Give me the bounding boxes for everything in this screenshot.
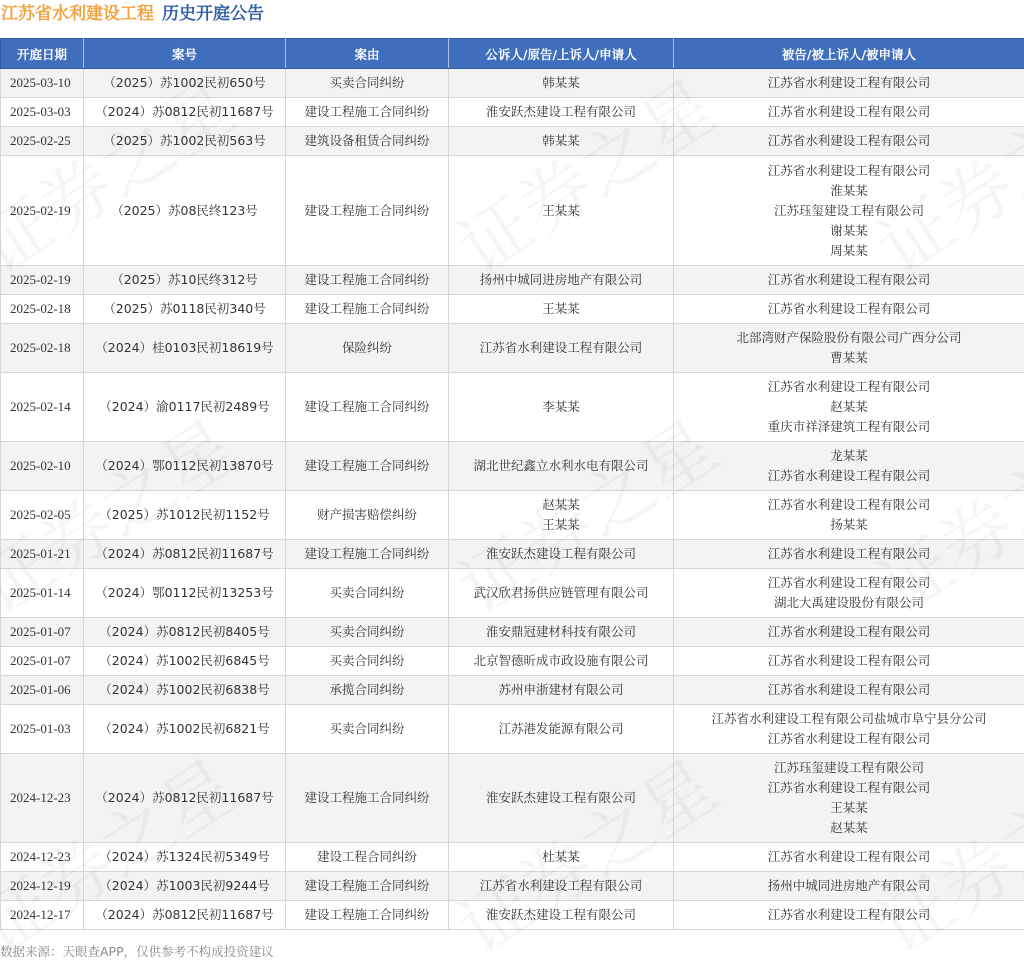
table-row <box>1 373 1024 442</box>
defendant-name: 江苏省水利建设工程有限公司 <box>676 905 1022 925</box>
defendant-name: 江苏省水利建设工程有限公司 <box>676 495 1022 515</box>
column-header-date: 开庭日期 <box>1 39 84 69</box>
case-cause: 买卖合同纠纷 <box>286 618 449 647</box>
hearing-date: 2025-02-05 <box>1 491 84 540</box>
table-row <box>1 618 1024 647</box>
plaintiff-name: 淮安鼎冠建材科技有限公司 <box>451 622 671 642</box>
plaintiff-name: 韩某某 <box>451 73 671 93</box>
hearing-date: 2025-03-03 <box>1 98 84 127</box>
plaintiff-name: 淮安跃杰建设工程有限公司 <box>451 905 671 925</box>
defendant-cell <box>674 647 1024 676</box>
defendant-cell <box>674 901 1024 930</box>
plaintiff-cell <box>449 569 674 618</box>
plaintiff-cell <box>449 127 674 156</box>
case-number: （2024）苏0812民初11687号 <box>84 754 286 843</box>
case-cause: 建设工程合同纠纷 <box>286 843 449 872</box>
plaintiff-cell <box>449 843 674 872</box>
defendant-cell <box>674 98 1024 127</box>
case-number: （2024）苏0812民初11687号 <box>84 901 286 930</box>
hearing-date: 2024-12-23 <box>1 754 84 843</box>
column-header-defendant: 被告/被上诉人/被申请人 <box>674 39 1024 69</box>
case-cause: 财产损害赔偿纠纷 <box>286 491 449 540</box>
case-number: （2024）苏1003民初9244号 <box>84 872 286 901</box>
case-cause: 建设工程施工合同纠纷 <box>286 266 449 295</box>
plaintiff-name: 扬州中城同进房地产有限公司 <box>451 270 671 290</box>
defendant-cell <box>674 843 1024 872</box>
case-number: （2025）苏1012民初1152号 <box>84 491 286 540</box>
case-number: （2024）苏0812民初8405号 <box>84 618 286 647</box>
table-row <box>1 647 1024 676</box>
case-number: （2024）苏0812民初11687号 <box>84 540 286 569</box>
case-cause: 买卖合同纠纷 <box>286 569 449 618</box>
hearing-date: 2025-01-14 <box>1 569 84 618</box>
table-row <box>1 901 1024 930</box>
defendant-cell <box>674 373 1024 442</box>
case-number: （2024）苏0812民初11687号 <box>84 98 286 127</box>
plaintiff-cell <box>449 540 674 569</box>
plaintiff-cell <box>449 491 674 540</box>
case-cause: 建设工程施工合同纠纷 <box>286 442 449 491</box>
table-body <box>1 69 1024 930</box>
case-cause: 买卖合同纠纷 <box>286 647 449 676</box>
defendant-name: 江苏省水利建设工程有限公司 <box>676 466 1022 486</box>
case-cause: 建设工程施工合同纠纷 <box>286 156 449 266</box>
plaintiff-cell <box>449 754 674 843</box>
hearing-date: 2025-02-19 <box>1 266 84 295</box>
defendant-cell <box>674 69 1024 98</box>
hearing-table <box>0 38 1024 930</box>
case-cause: 建设工程施工合同纠纷 <box>286 540 449 569</box>
defendant-name: 江苏省水利建设工程有限公司 <box>676 573 1022 593</box>
defendant-cell <box>674 442 1024 491</box>
defendant-cell <box>674 754 1024 843</box>
table-row <box>1 843 1024 872</box>
company-name: 江苏省水利建设工程 <box>1 4 154 24</box>
defendant-cell <box>674 491 1024 540</box>
defendant-cell <box>674 540 1024 569</box>
case-number: （2025）苏08民终123号 <box>84 156 286 266</box>
defendant-name: 江苏省水利建设工程有限公司 <box>676 622 1022 642</box>
table-row <box>1 98 1024 127</box>
case-cause: 建设工程施工合同纠纷 <box>286 295 449 324</box>
plaintiff-cell <box>449 705 674 754</box>
plaintiff-cell <box>449 266 674 295</box>
defendant-cell <box>674 705 1024 754</box>
plaintiff-name: 王某某 <box>451 515 671 535</box>
defendant-name: 江苏珏玺建设工程有限公司 <box>676 758 1022 778</box>
defendant-name: 龙某某 <box>676 446 1022 466</box>
defendant-name: 扬某某 <box>676 515 1022 535</box>
hearing-date: 2025-01-03 <box>1 705 84 754</box>
plaintiff-cell <box>449 872 674 901</box>
column-header-case-number: 案号 <box>84 39 286 69</box>
hearing-date: 2025-01-07 <box>1 647 84 676</box>
plaintiff-name: 杜某某 <box>451 847 671 867</box>
defendant-name: 江苏省水利建设工程有限公司 <box>676 131 1022 151</box>
plaintiff-name: 江苏省水利建设工程有限公司 <box>451 876 671 896</box>
plaintiff-cell <box>449 647 674 676</box>
table-row <box>1 569 1024 618</box>
hearing-date: 2025-02-25 <box>1 127 84 156</box>
defendant-name: 曹某某 <box>676 348 1022 368</box>
plaintiff-name: 王某某 <box>451 299 671 319</box>
table-row <box>1 442 1024 491</box>
defendant-cell <box>674 266 1024 295</box>
defendant-name: 江苏珏玺建设工程有限公司 <box>676 201 1022 221</box>
column-header-plaintiff: 公诉人/原告/上诉人/申请人 <box>449 39 674 69</box>
table-row <box>1 491 1024 540</box>
plaintiff-cell <box>449 69 674 98</box>
defendant-cell <box>674 156 1024 266</box>
table-row <box>1 676 1024 705</box>
plaintiff-name: 江苏省水利建设工程有限公司 <box>451 338 671 358</box>
plaintiff-name: 苏州申浙建材有限公司 <box>451 680 671 700</box>
table-row <box>1 705 1024 754</box>
defendant-cell <box>674 676 1024 705</box>
case-number: （2024）苏1002民初6838号 <box>84 676 286 705</box>
plaintiff-name: 韩某某 <box>451 131 671 151</box>
case-number: （2025）苏1002民初563号 <box>84 127 286 156</box>
defendant-name: 扬州中城同进房地产有限公司 <box>676 876 1022 896</box>
plaintiff-name: 武汉欣君扬供应链管理有限公司 <box>451 583 671 603</box>
plaintiff-name: 江苏港发能源有限公司 <box>451 719 671 739</box>
case-cause: 买卖合同纠纷 <box>286 705 449 754</box>
defendant-name: 谢某某 <box>676 221 1022 241</box>
hearing-date: 2025-02-10 <box>1 442 84 491</box>
defendant-cell <box>674 295 1024 324</box>
defendant-name: 淮某某 <box>676 181 1022 201</box>
defendant-name: 赵某某 <box>676 818 1022 838</box>
case-number: （2025）苏10民终312号 <box>84 266 286 295</box>
defendant-name: 湖北大禹建设股份有限公司 <box>676 593 1022 613</box>
plaintiff-cell <box>449 295 674 324</box>
defendant-name: 赵某某 <box>676 397 1022 417</box>
defendant-name: 江苏省水利建设工程有限公司 <box>676 161 1022 181</box>
case-number: （2024）苏1002民初6821号 <box>84 705 286 754</box>
plaintiff-cell <box>449 618 674 647</box>
case-number: （2025）苏0118民初340号 <box>84 295 286 324</box>
case-number: （2025）苏1002民初650号 <box>84 69 286 98</box>
defendant-cell <box>674 872 1024 901</box>
plaintiff-cell <box>449 324 674 373</box>
hearing-date: 2025-02-19 <box>1 156 84 266</box>
case-cause: 建设工程施工合同纠纷 <box>286 872 449 901</box>
hearing-date: 2025-02-14 <box>1 373 84 442</box>
hearing-date: 2024-12-19 <box>1 872 84 901</box>
case-number: （2024）桂0103民初18619号 <box>84 324 286 373</box>
plaintiff-name: 王某某 <box>451 201 671 221</box>
plaintiff-cell <box>449 676 674 705</box>
plaintiff-name: 淮安跃杰建设工程有限公司 <box>451 544 671 564</box>
defendant-name: 江苏省水利建设工程有限公司 <box>676 73 1022 93</box>
case-cause: 建设工程施工合同纠纷 <box>286 901 449 930</box>
table-row <box>1 266 1024 295</box>
table-header-row <box>1 39 1024 69</box>
hearing-date: 2025-01-06 <box>1 676 84 705</box>
case-number: （2024）苏1324民初5349号 <box>84 843 286 872</box>
plaintiff-name: 赵某某 <box>451 495 671 515</box>
page-title <box>0 0 264 30</box>
table-row <box>1 69 1024 98</box>
plaintiff-name: 淮安跃杰建设工程有限公司 <box>451 102 671 122</box>
defendant-cell <box>674 569 1024 618</box>
defendant-cell <box>674 618 1024 647</box>
plaintiff-name: 湖北世纪鑫立水利水电有限公司 <box>451 456 671 476</box>
hearing-date: 2024-12-23 <box>1 843 84 872</box>
defendant-name: 重庆市祥泽建筑工程有限公司 <box>676 417 1022 437</box>
case-cause: 建筑设备租赁合同纠纷 <box>286 127 449 156</box>
defendant-name: 江苏省水利建设工程有限公司 <box>676 299 1022 319</box>
table-row <box>1 872 1024 901</box>
defendant-name: 江苏省水利建设工程有限公司 <box>676 729 1022 749</box>
defendant-name: 江苏省水利建设工程有限公司 <box>676 544 1022 564</box>
table-row <box>1 127 1024 156</box>
section-title: 历史开庭公告 <box>162 4 264 24</box>
case-cause: 建设工程施工合同纠纷 <box>286 754 449 843</box>
defendant-name: 江苏省水利建设工程有限公司 <box>676 847 1022 867</box>
plaintiff-cell <box>449 901 674 930</box>
table-row <box>1 295 1024 324</box>
defendant-name: 江苏省水利建设工程有限公司 <box>676 651 1022 671</box>
defendant-cell <box>674 127 1024 156</box>
column-header-cause: 案由 <box>286 39 449 69</box>
defendant-name: 周某某 <box>676 241 1022 261</box>
case-cause: 承揽合同纠纷 <box>286 676 449 705</box>
case-number: （2024）鄂0112民初13870号 <box>84 442 286 491</box>
defendant-name: 江苏省水利建设工程有限公司 <box>676 778 1022 798</box>
defendant-name: 江苏省水利建设工程有限公司 <box>676 680 1022 700</box>
case-cause: 买卖合同纠纷 <box>286 69 449 98</box>
plaintiff-cell <box>449 98 674 127</box>
case-number: （2024）渝0117民初2489号 <box>84 373 286 442</box>
defendant-name: 江苏省水利建设工程有限公司 <box>676 377 1022 397</box>
table-row <box>1 754 1024 843</box>
defendant-name: 北部湾财产保险股份有限公司广西分公司 <box>676 328 1022 348</box>
case-cause: 建设工程施工合同纠纷 <box>286 98 449 127</box>
data-source-note: 数据来源：天眼查APP，仅供参考不构成投资建议 <box>0 942 274 960</box>
hearing-date: 2025-02-18 <box>1 324 84 373</box>
defendant-cell <box>674 324 1024 373</box>
plaintiff-name: 李某某 <box>451 397 671 417</box>
defendant-name: 江苏省水利建设工程有限公司 <box>676 270 1022 290</box>
plaintiff-name: 淮安跃杰建设工程有限公司 <box>451 788 671 808</box>
case-cause: 建设工程施工合同纠纷 <box>286 373 449 442</box>
hearing-date: 2025-01-07 <box>1 618 84 647</box>
hearing-date: 2025-03-10 <box>1 69 84 98</box>
case-number: （2024）苏1002民初6845号 <box>84 647 286 676</box>
table-row <box>1 540 1024 569</box>
defendant-name: 江苏省水利建设工程有限公司盐城市阜宁县分公司 <box>676 709 1022 729</box>
case-cause: 保险纠纷 <box>286 324 449 373</box>
defendant-name: 江苏省水利建设工程有限公司 <box>676 102 1022 122</box>
case-number: （2024）鄂0112民初13253号 <box>84 569 286 618</box>
hearing-date: 2025-02-18 <box>1 295 84 324</box>
plaintiff-name: 北京智德昕成市政设施有限公司 <box>451 651 671 671</box>
plaintiff-cell <box>449 373 674 442</box>
plaintiff-cell <box>449 156 674 266</box>
defendant-name: 王某某 <box>676 798 1022 818</box>
hearing-date: 2025-01-21 <box>1 540 84 569</box>
plaintiff-cell <box>449 442 674 491</box>
hearing-date: 2024-12-17 <box>1 901 84 930</box>
table-row <box>1 156 1024 266</box>
table-row <box>1 324 1024 373</box>
